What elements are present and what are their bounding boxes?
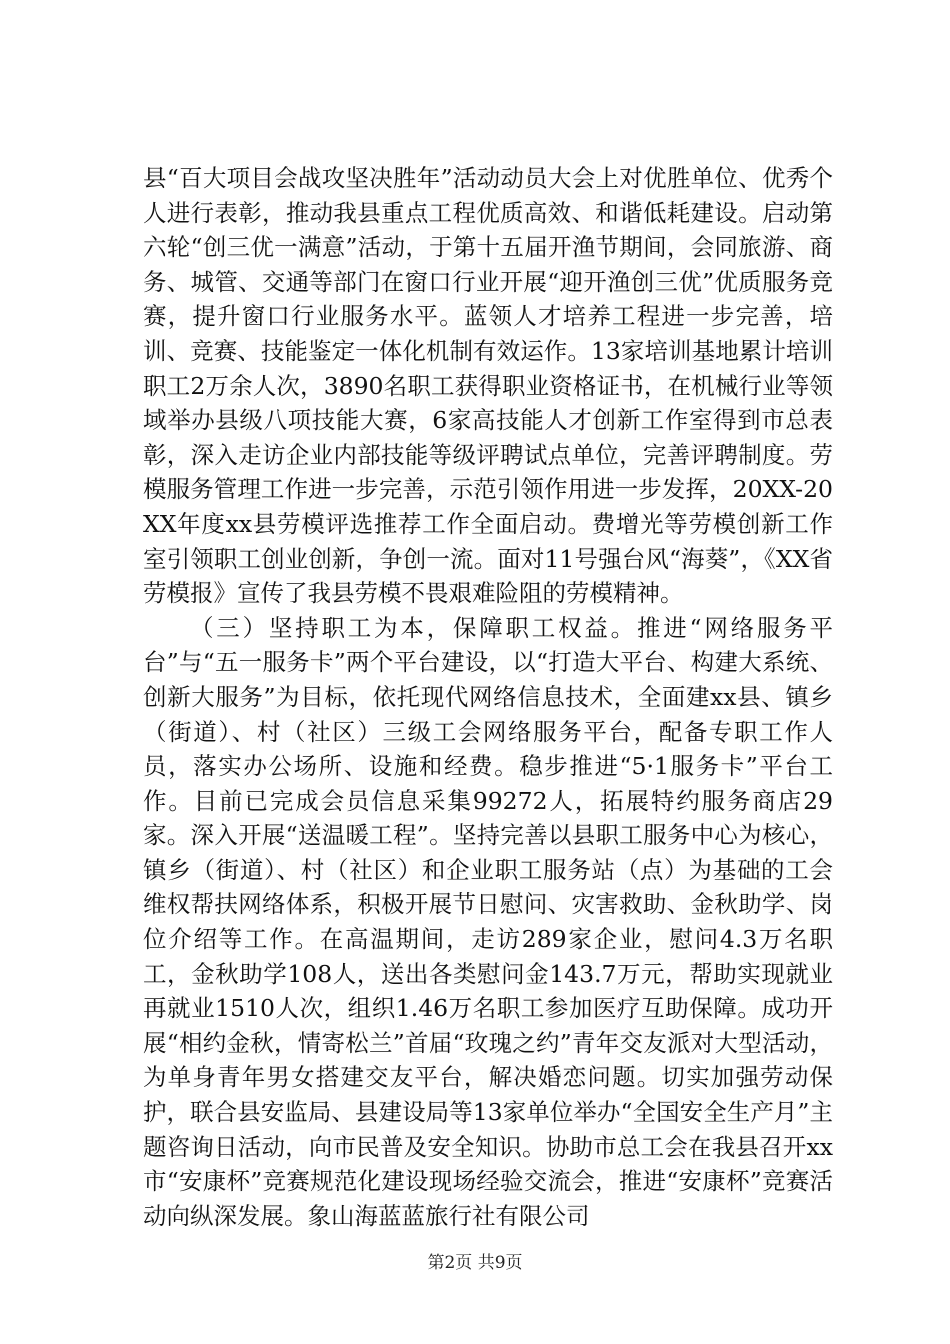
paragraph-section-three: （三）坚持职工为本，保障职工权益。推进“网络服务平台”与“五一服务卡”两个平台建设，以“打造大平台、构建大系统、创新大服务”为目标，依托现代网络信息技术，全面建xx县、镇乡（街道）、村（社区）三级工会网络服务平台，配备专职工作人员，落实办公场所、设施和经费。稳步推进“5·1服务卡”平台工作。目前已完成会员信息采集99272人，拓展特约服务商店29家。深入开展“送温暖工程”。坚持完善以县职工服务中心为核心，镇乡（街道）、村（社区）和企业职工服务站（点）为基础的工会维权帮扶网络体系，积极开展节日慰问、灾害救助、金秋助学、岗位介绍等工作。在高温期间，走访289家企业，慰问4.3万名职工，金秋助学108人，送出各类慰问金143.7万元，帮助实现就业再就业1510人次，组织1.46万名职工参加医疗互助保障。成功开展“相约金秋，情寄松兰”首届“玫瑰之约”青年交友派对大型活动，为单身青年男女搭建交友平台，解决婚恋问题。切实加强劳动保护，联合县安监局、县建设局等13家单位举办“全国安全生产月”主题咨询日活动，向市民普及安全知识。协助市总工会在我县召开xx市“安康杯”竞赛规范化建设现场经验交流会，推进“安康杯”竞赛活动向纵深发展。象山海蓝蓝旅行社有限公司	[143, 613, 833, 1230]
paragraph-continuation: 县“百大项目会战攻坚决胜年”活动动员大会上对优胜单位、优秀个人进行表彰，推动我县重点工程优质高效、和谐低耗建设。启动第六轮“创三优一满意”活动，于第十五届开渔节期间，会同旅游、商务、城管、交通等部门在窗口行业开展“迎开渔创三优”优质服务竞赛，提升窗口行业服务水平。蓝领人才培养工程进一步完善，培训、竞赛、技能鉴定一体化机制有效运作。13家培训基地累计培训职工2万余人次，3890名职工获得职业资格证书，在机械行业等领域举办县级八项技能大赛，6家高技能人才创新工作室得到市总表彰，深入走访企业内部技能等级评聘试点单位，完善评聘制度。劳模服务管理工作进一步完善，示范引领作用进一步发挥，20XX-20XX年度xx县劳模评选推荐工作全面启动。费增光等劳模创新工作室引领职工创业创新，争创一流。面对11号强台风“海葵”，《XX省劳模报》宣传了我县劳模不畏艰难险阻的劳模精神。	[143, 164, 833, 608]
document-body	[143, 161, 833, 1233]
page-footer	[0, 1248, 950, 1273]
page-number-label: 第2页 共9页	[427, 1253, 523, 1273]
